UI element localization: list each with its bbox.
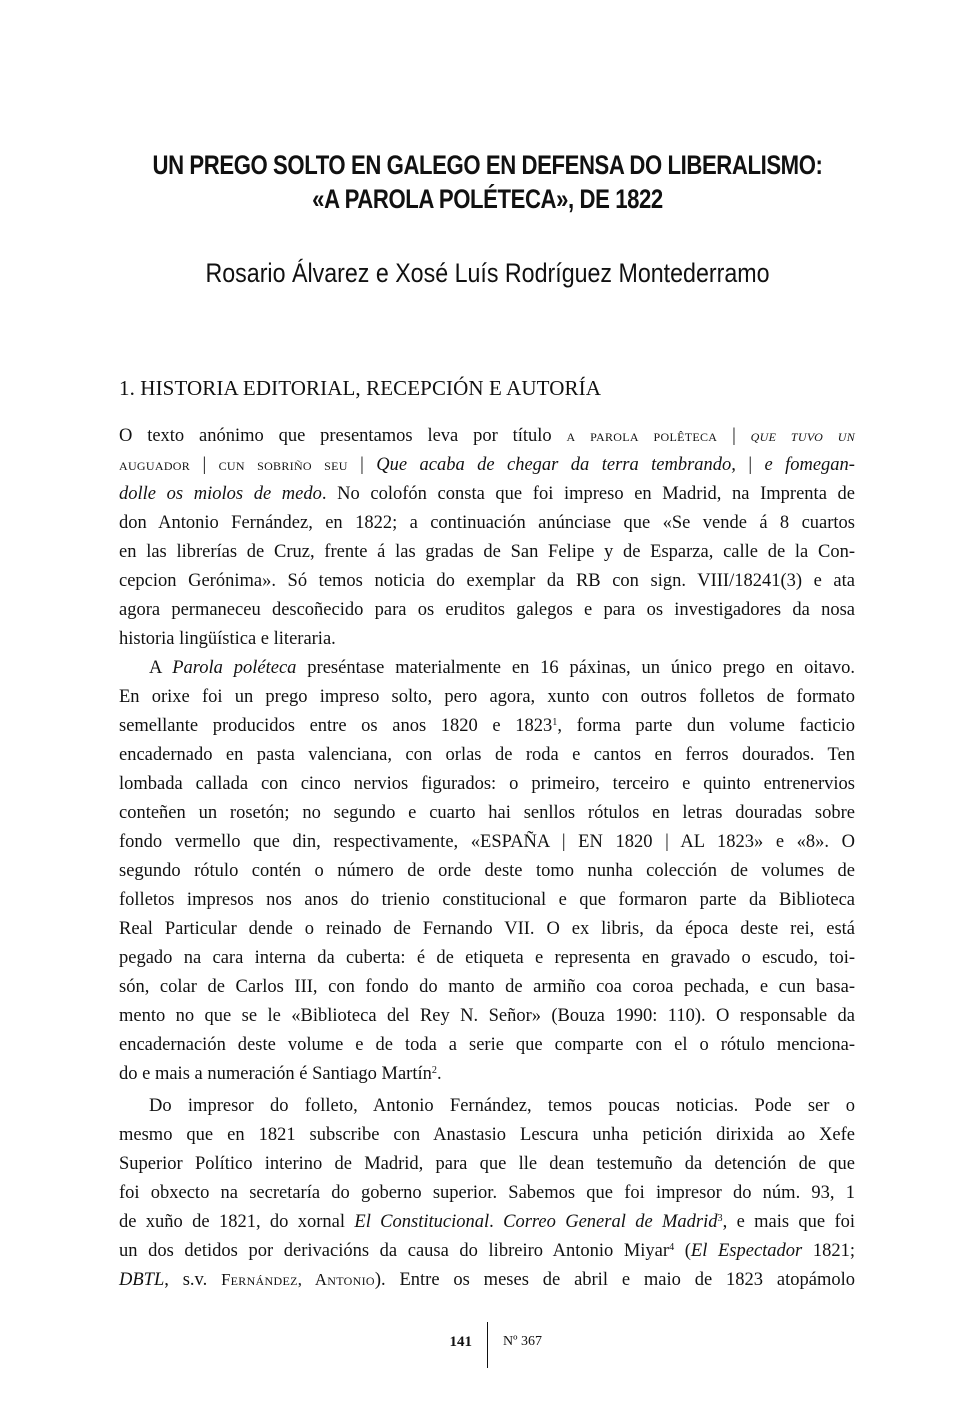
text-line xyxy=(119,772,855,796)
text-run: Superior Político interino de Madrid, para que lle dean testemuño da detención de que xyxy=(119,1154,855,1174)
text-line xyxy=(119,1033,855,1057)
text-run: | xyxy=(735,455,765,475)
text-run: do e mais a numeración é Santiago Martín xyxy=(119,1064,432,1084)
small-caps-text: que tuvo un xyxy=(750,426,855,445)
footnote-ref: 1 xyxy=(552,716,558,728)
text-run: de xuño de 1821, do xornal xyxy=(119,1212,355,1232)
text-run: , forma parte dun volume facticio xyxy=(557,716,855,736)
text-run: En orixe foi un prego impreso solto, pero agora, xunto con outros folletos de formato xyxy=(119,687,855,707)
italic-text: DBTL xyxy=(119,1270,165,1290)
text-line xyxy=(119,1062,855,1086)
text-run: ). Entre os meses de abril e maio de 1823 atopámolo xyxy=(374,1270,855,1290)
text-line xyxy=(119,859,855,883)
text-line xyxy=(119,511,855,535)
text-run: | xyxy=(717,426,751,446)
small-caps-text: cun sobriño seu xyxy=(218,455,348,474)
text-line xyxy=(119,540,855,564)
section-heading: 1. HISTORIA EDITORIAL, RECEPCIÓN E AUTORÍA xyxy=(119,376,601,400)
page-number: 141 xyxy=(449,1334,472,1350)
text-run: agora permaneceu descoñecido para os eruditos galegos e para os investigadores da nosa xyxy=(119,600,855,620)
italic-text: Parola poléteca xyxy=(172,658,297,678)
text-line xyxy=(119,801,855,825)
text-run: ( xyxy=(674,1241,691,1261)
text-line xyxy=(119,1268,855,1292)
article-title-line-2: «A PAROLA POLÉTECA», DE 1822 xyxy=(312,184,663,214)
italic-text: e fomegan- xyxy=(764,455,855,475)
italic-text: Correo General de Madrid xyxy=(503,1212,718,1232)
text-run: A xyxy=(149,658,173,678)
issue-number: Nº 367 xyxy=(503,1334,542,1349)
text-line xyxy=(119,453,855,477)
text-run: . xyxy=(436,1064,442,1084)
italic-text: El Constitucional xyxy=(354,1212,490,1232)
text-run: folletos impresos nos anos do trienio constitucional e que formaron parte da Biblioteca xyxy=(119,890,855,910)
text-run: don Antonio Fernández, en 1822; a continuación anúnciase que «Se vende á 8 cuartos xyxy=(119,513,855,533)
text-run: , e mais que foi xyxy=(722,1212,856,1232)
text-run: encadernación deste volume e de toda a serie que comparte con el o rótulo menciona- xyxy=(119,1035,855,1055)
text-line xyxy=(119,482,855,506)
text-line xyxy=(119,714,855,738)
text-run: | xyxy=(190,455,219,475)
text-line xyxy=(119,1239,855,1263)
text-line xyxy=(119,1123,855,1147)
footnote-ref: 4 xyxy=(669,1241,675,1253)
text-run: en las librerías de Cruz, frente á las gradas de San Felipe y de Esparza, calle de la Con- xyxy=(119,542,855,562)
small-caps-text: a parola polêteca xyxy=(566,426,718,445)
text-run: O texto anónimo que presentamos leva por título xyxy=(119,426,567,446)
text-run: Real Particular dende o reinado de Fernando VII. O ex libris, da época deste rei, está xyxy=(119,919,855,939)
text-run: . xyxy=(489,1212,504,1232)
text-line xyxy=(149,1094,855,1118)
text-run: cepcion Gerónima». Só temos noticia do exemplar da RB con sign. VIII/18241(3) e ata xyxy=(119,571,855,591)
text-run: encadernado en pasta valenciana, con orlas de roda e cantos en ferros dourados. Ten xyxy=(119,745,855,765)
italic-text: El Espectador xyxy=(690,1241,803,1261)
text-line xyxy=(119,1152,855,1176)
text-run: són, colar de Carlos III, con fondo do manto de armiño coa coroa pechada, e cun basa- xyxy=(119,977,855,997)
text-line xyxy=(119,1004,855,1028)
small-caps-text: Fernández, Antonio xyxy=(221,1270,375,1289)
text-run: Do impresor do folleto, Antonio Fernández, temos poucas noticias. Pode ser o xyxy=(149,1096,855,1116)
page-footer xyxy=(0,1322,975,1370)
text-run: segundo rótulo contén o número de orde deste tomo nunha colección de volumes de xyxy=(119,861,855,881)
footnote-ref: 2 xyxy=(431,1064,437,1076)
text-run: semellante producidos entre os anos 1820 e 1823 xyxy=(119,716,553,736)
text-line xyxy=(119,975,855,999)
text-run: , s.v. xyxy=(164,1270,222,1290)
text-line xyxy=(119,627,855,651)
text-run: conteñen un rosetón; no segundo e cuarto hai senllos rótulos en letras douradas sobre xyxy=(119,803,855,823)
text-line xyxy=(119,1210,855,1234)
text-run: lombada callada con cinco nervios figurados: o primeiro, terceiro e quinto entrenervios xyxy=(119,774,855,794)
text-run: . No colofón consta que foi impreso en Madrid, na Imprenta de xyxy=(321,484,856,504)
text-line xyxy=(149,656,855,680)
text-run: mesmo que en 1821 subscribe con Anastasio Lescura unha petición dirixida ao Xefe xyxy=(119,1125,855,1145)
text-line xyxy=(119,569,855,593)
text-line xyxy=(119,743,855,767)
text-line xyxy=(119,830,855,854)
text-line xyxy=(119,888,855,912)
text-run: pegado na cara interna da cuberta: é de etiqueta e representa en gravado o escudo, toi- xyxy=(119,948,855,968)
footnote-ref: 3 xyxy=(717,1212,723,1224)
text-line xyxy=(119,1181,855,1205)
article-authors: Rosario Álvarez e Xosé Luís Rodríguez Montederramo xyxy=(205,258,770,288)
footer-divider xyxy=(487,1322,488,1368)
text-run: mento no que se le «Biblioteca del Rey N. Señor» (Bouza 1990: 110). O responsable da xyxy=(119,1006,855,1026)
text-line xyxy=(119,424,855,448)
text-line xyxy=(119,685,855,709)
text-run: fondo vermello que din, respectivamente, «ESPAÑA | EN 1820 | AL 1823» e «8». O xyxy=(119,832,855,852)
italic-text: Que acaba de chegar da terra tembrando, xyxy=(376,455,736,475)
text-run: historia lingüística e literaria. xyxy=(119,629,336,649)
text-line xyxy=(119,598,855,622)
text-line xyxy=(119,946,855,970)
italic-text: dolle os miolos de medo xyxy=(119,484,322,504)
text-run: un dos detidos por derivacións da causa do libreiro Antonio Miyar xyxy=(119,1241,670,1261)
small-caps-text: auguador xyxy=(119,455,191,474)
text-run: foi obxecto na secretaría do goberno superior. Sabemos que foi impresor do núm. 93, 1 xyxy=(119,1183,855,1203)
text-line xyxy=(119,917,855,941)
article-title-line-1: UN PREGO SOLTO EN GALEGO EN DEFENSA DO LIBERALISMO: xyxy=(152,150,823,180)
text-run: 1821; xyxy=(802,1241,856,1261)
text-run: | xyxy=(347,455,377,475)
text-run: preséntase materialmente en 16 páxinas, un único prego en oitavo. xyxy=(296,658,856,678)
